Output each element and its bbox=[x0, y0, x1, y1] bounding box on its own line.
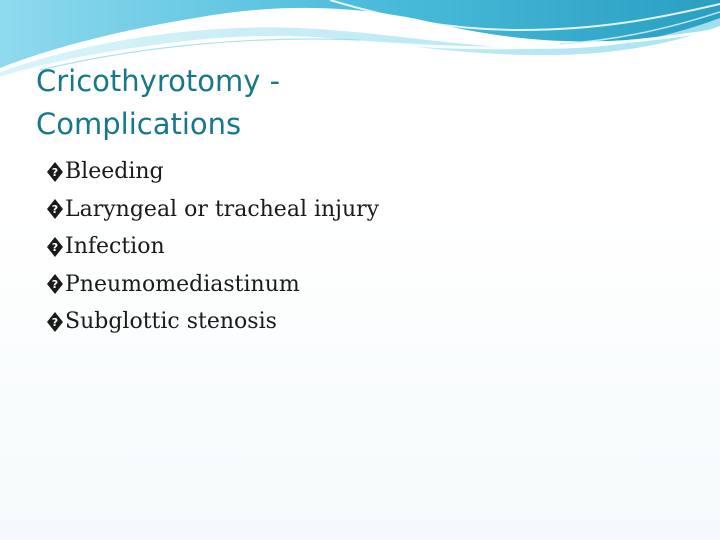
svg-text:?: ? bbox=[51, 278, 59, 292]
svg-text:?: ? bbox=[51, 315, 59, 329]
page-title bbox=[36, 60, 676, 146]
list-item bbox=[46, 153, 379, 191]
missing-glyph-icon bbox=[46, 161, 64, 183]
title-line-2: Complications bbox=[36, 107, 242, 141]
missing-glyph-icon bbox=[46, 273, 64, 295]
svg-text:?: ? bbox=[51, 165, 59, 179]
bullet-label: Infection bbox=[65, 234, 165, 260]
list-item bbox=[46, 303, 379, 341]
list-item bbox=[46, 228, 379, 266]
bullet-label: Laryngeal or tracheal injury bbox=[65, 196, 380, 222]
list-item bbox=[46, 191, 379, 229]
svg-text:?: ? bbox=[51, 203, 59, 217]
title-line-1: Cricothyrotomy - bbox=[36, 64, 281, 98]
bullet-label: Pneumomediastinum bbox=[65, 271, 300, 297]
list-item bbox=[46, 266, 379, 304]
bullet-label: Subglottic stenosis bbox=[65, 309, 277, 335]
missing-glyph-icon bbox=[46, 198, 64, 220]
missing-glyph-icon bbox=[46, 311, 64, 333]
bullet-list bbox=[46, 153, 379, 341]
svg-text:?: ? bbox=[51, 240, 59, 254]
missing-glyph-icon bbox=[46, 236, 64, 258]
bullet-label: Bleeding bbox=[65, 159, 164, 185]
